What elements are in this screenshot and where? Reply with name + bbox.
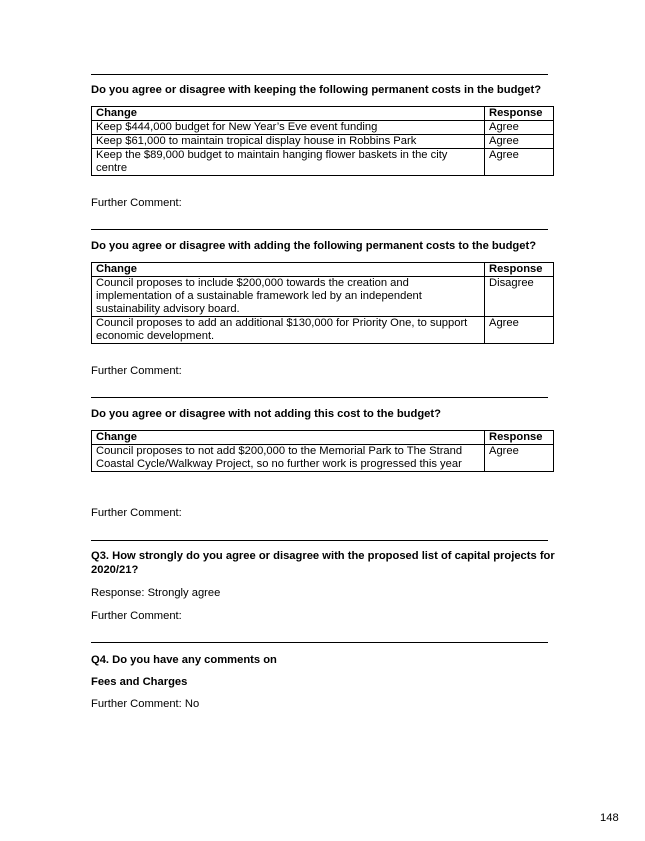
- subheading: Fees and Charges: [91, 676, 188, 688]
- change-cell: Keep $444,000 budget for New Year’s Eve event funding: [92, 121, 485, 135]
- further-comment: Further Comment:: [91, 365, 182, 377]
- further-comment: Further Comment:: [91, 610, 182, 622]
- further-comment: Further Comment:: [91, 507, 182, 519]
- table-header-row: [92, 107, 554, 121]
- question-heading: Do you agree or disagree with not adding this cost to the budget?: [91, 408, 441, 420]
- divider: [91, 540, 548, 541]
- change-cell: Council proposes to include $200,000 towards the creation and implementation of a sustainable framework led by an independent sustainability advisory board.: [92, 277, 485, 317]
- change-cell: Keep $61,000 to maintain tropical display house in Robbins Park: [92, 135, 485, 149]
- divider: [91, 74, 548, 75]
- table-row: [92, 121, 554, 135]
- response-text: Response: Strongly agree: [91, 587, 221, 599]
- response-cell: Disagree: [485, 277, 554, 317]
- table-row: [92, 277, 554, 317]
- question-heading: Do you agree or disagree with keeping the following permanent costs in the budget?: [91, 84, 542, 96]
- costs-table: [91, 262, 554, 344]
- table-row: [92, 135, 554, 149]
- divider: [91, 397, 548, 398]
- divider: [91, 642, 548, 643]
- divider: [91, 229, 548, 230]
- further-comment: Further Comment:: [91, 197, 182, 209]
- table-row: [92, 317, 554, 344]
- response-cell: Agree: [485, 121, 554, 135]
- table-row: [92, 149, 554, 176]
- page-number: 148: [600, 812, 619, 824]
- column-header-response: Response: [485, 431, 554, 445]
- column-header-response: Response: [485, 263, 554, 277]
- response-cell: Agree: [485, 317, 554, 344]
- costs-table: [91, 106, 554, 176]
- change-cell: Keep the $89,000 budget to maintain hanging flower baskets in the city centre: [92, 149, 485, 176]
- change-cell: Council proposes to add an additional $130,000 for Priority One, to support economic development.: [92, 317, 485, 344]
- question-heading: Q4. Do you have any comments on: [91, 654, 277, 666]
- question-heading: Do you agree or disagree with adding the following permanent costs to the budget?: [91, 240, 537, 252]
- column-header-change: Change: [92, 107, 485, 121]
- column-header-change: Change: [92, 263, 485, 277]
- costs-table: [91, 430, 554, 472]
- table-header-row: [92, 263, 554, 277]
- response-cell: Agree: [485, 135, 554, 149]
- question-heading: Q3. How strongly do you agree or disagree with the proposed list of capital projects for 2020/21?: [91, 550, 555, 576]
- response-cell: Agree: [485, 445, 554, 472]
- change-cell: Council proposes to not add $200,000 to the Memorial Park to The Strand Coastal Cycle/Walkway Project, so no further work is progressed this year: [92, 445, 485, 472]
- further-comment: Further Comment: No: [91, 698, 200, 710]
- response-cell: Agree: [485, 149, 554, 176]
- column-header-response: Response: [485, 107, 554, 121]
- column-header-change: Change: [92, 431, 485, 445]
- table-row: [92, 445, 554, 472]
- table-header-row: [92, 431, 554, 445]
